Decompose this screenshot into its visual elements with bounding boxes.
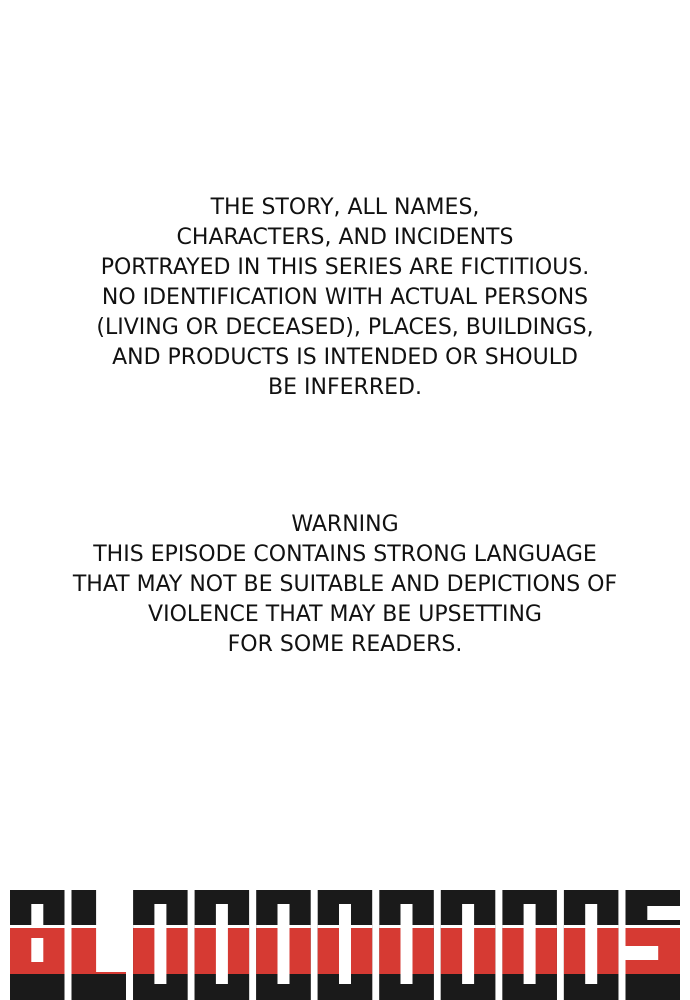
disclaimer-line: CHARACTERS, AND INCIDENTS [176, 225, 514, 250]
logo-letter-slice [564, 925, 619, 928]
disclaimer-line: AND PRODUCTS IS INTENDED OR SHOULD [112, 345, 578, 370]
disclaimer-line: (LIVING OR DECEASED), PLACES, BUILDINGS, [96, 315, 594, 340]
logo-letter-slice [441, 925, 496, 928]
logo-letter-h [318, 890, 373, 1000]
logo-letter-base [626, 974, 681, 1000]
logo-letter-counter [278, 904, 290, 984]
warning-heading: WARNING [291, 512, 399, 537]
logo-letter-u [441, 890, 496, 1000]
logo-letter-counter [31, 938, 43, 962]
logo-letter-counter [585, 904, 597, 984]
disclaimer-line: BE INFERRED. [268, 375, 422, 400]
warning-line: THAT MAY NOT BE SUITABLE AND DEPICTIONS OF [72, 572, 618, 597]
logo-letter-slice [195, 925, 250, 928]
logo-letter-counter [626, 946, 659, 960]
logo-letter-counter [462, 904, 474, 984]
logo-letter-n [502, 890, 557, 1000]
logo-letter-base [72, 974, 127, 1000]
logo-letter-counter [31, 904, 43, 926]
logo-letter-base [10, 974, 65, 1000]
logo-letter-slice [72, 925, 127, 928]
disclaimer-line: NO IDENTIFICATION WITH ACTUAL PERSONS [101, 285, 589, 310]
logo-letter-counter [401, 904, 413, 984]
disclaimer-line: THE STORY, ALL NAMES, [210, 195, 480, 220]
logo-letter-slice [318, 925, 373, 928]
series-logo [0, 868, 690, 1000]
disclaimer-notice [0, 193, 690, 403]
logo-letter-slice [10, 925, 65, 928]
logo-letter-o [133, 890, 188, 1000]
logo-letter-counter [154, 904, 166, 984]
logo-letter-o [379, 890, 434, 1000]
logo-letter-counter [647, 906, 680, 920]
logo-letter-counter [524, 904, 536, 984]
content-warning [0, 510, 690, 660]
logo-letter-l [72, 890, 127, 1000]
logo-letter-d [564, 890, 619, 1000]
logo-letter-counter [216, 904, 228, 984]
logo-letter-slice [133, 925, 188, 928]
logo-letter-o [195, 890, 250, 1000]
disclaimer-line: PORTRAYED IN THIS SERIES ARE FICTITIOUS. [100, 255, 590, 280]
warning-line: VIOLENCE THAT MAY BE UPSETTING [148, 602, 542, 627]
warning-line: THIS EPISODE CONTAINS STRONG LANGUAGE [93, 542, 597, 567]
logo-letter-d [256, 890, 311, 1000]
logo-letter-counter [339, 904, 351, 984]
logo-letter-counter [96, 890, 126, 972]
logo-letter-b [10, 890, 65, 1000]
logo-letter-slice [502, 925, 557, 928]
logo-letters [10, 890, 680, 1000]
logo-letter-slice [626, 925, 681, 928]
logo-letter-slice [379, 925, 434, 928]
warning-line: FOR SOME READERS. [227, 632, 463, 657]
logo-letter-s [626, 890, 681, 1000]
logo-letter-slice [256, 925, 311, 928]
